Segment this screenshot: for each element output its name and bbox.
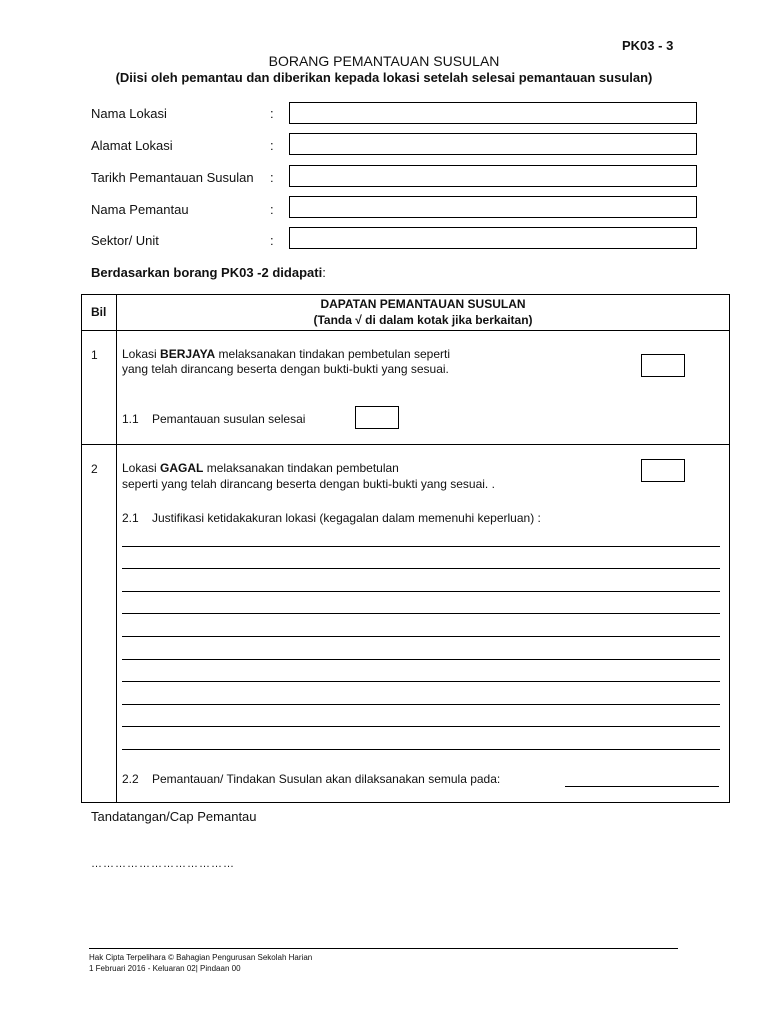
justification-line[interactable] <box>122 591 720 592</box>
row2-number: 2 <box>91 462 98 476</box>
field-colon: : <box>270 202 274 217</box>
footer-version: 1 Februari 2016 - Keluaran 02| Pindaan 00 <box>89 964 241 973</box>
form-subtitle: (Diisi oleh pemantau dan diberikan kepada lokasi setelah selesai pemantauan susulan) <box>115 70 653 85</box>
row1-number: 1 <box>91 348 98 362</box>
footer-copyright: Hak Cipta Terpelihara © Bahagian Pengurusan Sekolah Harian <box>89 953 313 962</box>
row1-text-line2: yang telah dirancang beserta dengan bukti-bukti yang sesuai. <box>122 362 449 376</box>
field-label-sektor-unit: Sektor/ Unit <box>91 233 159 248</box>
followup-date-line[interactable] <box>565 786 719 787</box>
justification-line[interactable] <box>122 681 720 682</box>
findings-header-line1: DAPATAN PEMANTAUAN SUSULAN <box>320 297 526 311</box>
intro-bold: Berdasarkan borang PK03 -2 didapati <box>91 265 323 280</box>
intro-suffix: : <box>322 265 326 280</box>
tarikh-input[interactable] <box>289 165 697 187</box>
form-code: PK03 - 3 <box>622 38 674 53</box>
row1-post: melaksanakan tindakan pembetulan seperti <box>215 347 451 361</box>
row-divider <box>82 330 729 331</box>
justification-line[interactable] <box>122 613 720 614</box>
form-title: BORANG PEMANTAUAN SUSULAN <box>268 53 500 69</box>
field-label-nama-lokasi: Nama Lokasi <box>91 106 167 121</box>
justification-line[interactable] <box>122 636 720 637</box>
signature-dots[interactable]: ……………………………… <box>91 858 235 870</box>
berjaya-checkbox[interactable] <box>641 354 685 377</box>
nama-lokasi-input[interactable] <box>289 102 697 124</box>
nama-pemantau-input[interactable] <box>289 196 697 218</box>
pemantauan-selesai-checkbox[interactable] <box>355 406 399 429</box>
row2-post: melaksanakan tindakan pembetulan <box>203 461 399 475</box>
signature-label: Tandatangan/Cap Pemantau <box>91 809 257 824</box>
footer-divider <box>89 948 678 949</box>
field-colon: : <box>270 233 274 248</box>
justification-line[interactable] <box>122 568 720 569</box>
field-label-tarikh: Tarikh Pemantauan Susulan <box>91 170 254 185</box>
justification-line[interactable] <box>122 659 720 660</box>
row2-sub2-number: 2.2 <box>122 772 139 786</box>
row2-sub1-text: Justifikasi ketidakakuran lokasi (kegagalan dalam memenuhi keperluan) : <box>152 511 541 525</box>
field-colon: : <box>270 138 274 153</box>
field-colon: : <box>270 170 274 185</box>
field-label-nama-pemantau: Nama Pemantau <box>91 202 189 217</box>
row1-pre: Lokasi <box>122 347 161 361</box>
col-bil-header: Bil <box>91 305 107 319</box>
justification-line[interactable] <box>122 749 720 750</box>
row2-text-line1 <box>122 461 399 476</box>
alamat-lokasi-input[interactable] <box>289 133 697 155</box>
row2-sub2-text: Pemantauan/ Tindakan Susulan akan dilaksanakan semula pada: <box>152 772 501 786</box>
justification-line[interactable] <box>122 704 720 705</box>
row1-sub-number: 1.1 <box>122 412 139 426</box>
row2-text-line2: seperti yang telah dirancang beserta dengan bukti-bukti yang sesuai. . <box>122 477 495 491</box>
row2-status-bold: GAGAL <box>160 461 204 475</box>
sektor-unit-input[interactable] <box>289 227 697 249</box>
findings-table <box>81 294 730 803</box>
justification-line[interactable] <box>122 546 720 547</box>
row1-text-line1 <box>122 347 450 362</box>
justification-line[interactable] <box>122 726 720 727</box>
row2-pre: Lokasi <box>122 461 161 475</box>
row1-sub-text: Pemantauan susulan selesai <box>152 412 306 426</box>
row1-status-bold: BERJAYA <box>160 347 216 361</box>
intro-text <box>91 265 326 280</box>
field-colon: : <box>270 106 274 121</box>
row2-sub1-number: 2.1 <box>122 511 139 525</box>
gagal-checkbox[interactable] <box>641 459 685 482</box>
column-divider <box>116 295 117 802</box>
field-label-alamat-lokasi: Alamat Lokasi <box>91 138 173 153</box>
findings-header-line2: (Tanda √ di dalam kotak jika berkaitan) <box>313 313 533 327</box>
row-divider <box>82 444 729 445</box>
